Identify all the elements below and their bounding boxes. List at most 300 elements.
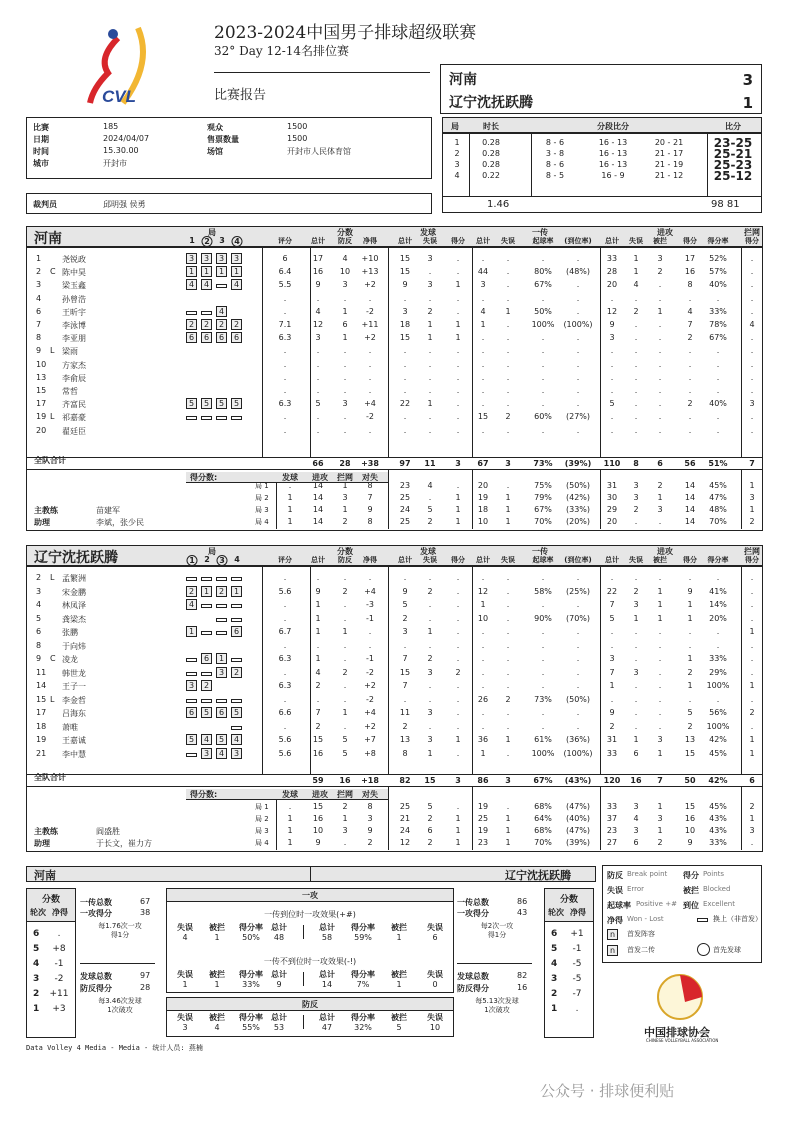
set-stat-cell: . — [428, 493, 432, 502]
substitute-marker — [216, 699, 227, 703]
set-stat-cell: 20 — [477, 481, 489, 490]
stat-cell: 80% — [534, 267, 552, 277]
info-value: 开封市人民体育馆 — [287, 147, 351, 156]
set-stat-cell: 18 — [477, 505, 489, 514]
stat-cell: . — [541, 254, 545, 263]
player-name: 于向炜 — [62, 641, 86, 651]
stat-cell: (36%) — [565, 735, 591, 744]
stat-cell: 15 — [399, 667, 411, 677]
col-label: 被拦 — [209, 1013, 225, 1022]
player-name: 梁玉鑫 — [62, 281, 86, 291]
stat-cell: 17 — [684, 254, 696, 263]
substitute-marker — [231, 699, 242, 703]
coach-name: 阎盛胜 — [96, 827, 120, 836]
col-label: 失误 — [177, 1013, 193, 1022]
set-row-label: 局 2 — [255, 815, 269, 823]
set-stat-cell: 10 — [684, 826, 696, 835]
stat-cell: . — [481, 333, 485, 343]
stat-cell: 4 — [342, 254, 348, 263]
set-stat-cell: 2 — [657, 481, 663, 490]
starting-position: 3 — [216, 667, 227, 678]
points-col: 拦网 — [337, 790, 353, 799]
breakpoint-note: 每5.13次发球 — [475, 997, 519, 1005]
rotation-col: 轮次 — [548, 908, 564, 917]
stat-cell: . — [716, 627, 720, 636]
set-cell: 16 - 13 — [598, 160, 628, 169]
stat-cell: . — [368, 359, 372, 369]
stat-cell: 6.3 — [278, 333, 292, 343]
player-number: 9 — [36, 654, 42, 663]
stat-cell: . — [634, 694, 638, 704]
stat-cell: 2 — [505, 412, 511, 422]
rotation-number: 3 — [551, 974, 558, 984]
substitute-marker — [201, 577, 212, 581]
set-stat-cell: 64% — [534, 814, 552, 823]
stat-cell: . — [541, 681, 545, 690]
set-cell: 16 - 13 — [598, 149, 628, 158]
starting-position: 1 — [186, 626, 197, 637]
set-stat-cell: 3 — [633, 493, 639, 502]
set-cell: 8 - 6 — [545, 138, 565, 147]
total-cell: +38 — [361, 459, 379, 468]
col-label: 被拦 — [391, 923, 407, 932]
assistant-names: 李斌，张少民 — [96, 518, 144, 527]
set-row-label: 局 1 — [255, 482, 269, 490]
stat-cell: . — [541, 627, 545, 636]
rotation-net: . — [575, 1004, 579, 1014]
legend-term: 到位 — [683, 901, 699, 910]
stat-cell: 4 — [480, 306, 486, 316]
set-stat-cell: (40%) — [565, 814, 591, 823]
set-points-cell: 3 — [342, 826, 348, 835]
stat-cell: . — [403, 359, 407, 369]
team-name: 辽宁沈抚跃腾 — [34, 550, 118, 566]
col-label: 得分率 — [351, 970, 375, 979]
stat-cell: . — [283, 694, 287, 704]
set-stat-cell: 23 — [477, 838, 489, 847]
text — [276, 799, 277, 850]
set-points-cell: 1 — [342, 481, 348, 490]
substitute-marker — [201, 699, 212, 703]
stat-cell: . — [481, 627, 485, 636]
setter-box: n — [607, 945, 618, 956]
set-points-cell: 1 — [342, 505, 348, 514]
substitute-marker — [216, 284, 227, 288]
set-stat-cell: . — [634, 517, 638, 526]
stat-cell: . — [658, 681, 662, 690]
starting-position: 5 — [186, 398, 197, 409]
stat-cell: 1 — [633, 735, 639, 744]
reception-total: 67 — [140, 897, 151, 906]
player-name: 王嘉诚 — [62, 736, 86, 745]
set-row-label: 局 1 — [255, 803, 269, 811]
set-stat-cell: 2 — [633, 505, 639, 514]
stat-cell: (50%) — [565, 694, 591, 704]
col-label: 总计 — [319, 923, 335, 932]
player-name: 李金哲 — [62, 695, 86, 705]
stat-cell: . — [576, 573, 580, 582]
stat-cell: . — [750, 280, 754, 290]
stat-cell: . — [688, 346, 692, 356]
player-name: 李泳博 — [62, 321, 86, 330]
set-stat-cell: . — [658, 517, 662, 526]
stat-cell: 7 — [402, 654, 408, 663]
stat-cell: . — [658, 346, 662, 356]
stat-cell: . — [403, 425, 407, 435]
points-col: 发球 — [282, 473, 298, 482]
column-header: 防反 — [338, 237, 352, 245]
stat-cell: . — [576, 627, 580, 636]
stat-cell: . — [634, 386, 638, 395]
sideout-note: 得1分 — [487, 931, 507, 939]
stat-cell: . — [506, 280, 510, 290]
set-stat-cell: 25 — [399, 493, 411, 502]
set-stat-cell: 1 — [455, 826, 461, 835]
stat-cell: +4 — [364, 708, 376, 717]
stat-cell: 4 — [749, 320, 755, 329]
starting-position: 4 — [186, 279, 197, 290]
sets-header-cell: 局 — [451, 122, 459, 131]
info-value: 185 — [103, 122, 119, 131]
stat-cell: . — [716, 372, 720, 382]
stat-cell: 6.7 — [278, 627, 292, 636]
text — [27, 786, 762, 787]
player-number: 9 — [36, 346, 42, 356]
legend-term: 起球率 — [607, 901, 631, 910]
set-row-label: 局 3 — [255, 506, 269, 514]
stat-cell: 1 — [687, 613, 693, 623]
stat-cell: . — [428, 681, 432, 690]
stat-cell: . — [750, 306, 754, 316]
set-stat-cell: 25 — [399, 517, 411, 526]
stat-value: 5 — [396, 1023, 402, 1032]
stat-cell: . — [368, 425, 372, 435]
set-points-cell: 14 — [312, 493, 324, 502]
player-name: 陈中昊 — [62, 268, 86, 278]
team-header — [27, 546, 762, 567]
stat-cell: -1 — [366, 613, 374, 623]
stat-cell: 1 — [749, 627, 755, 636]
stat-cell: . — [688, 412, 692, 422]
rotation-col: 净得 — [52, 908, 68, 917]
stat-cell: -2 — [366, 306, 374, 316]
stat-cell: . — [368, 573, 372, 582]
stat-cell: -2 — [366, 412, 374, 422]
stat-value: 4 — [214, 1023, 220, 1032]
stat-cell: 12 — [312, 320, 324, 329]
stat-cell: . — [658, 333, 662, 343]
stat-cell: . — [541, 293, 545, 303]
rotation-net: +8 — [52, 944, 66, 954]
player-number: 15 — [36, 694, 47, 704]
set-number: 1 — [187, 555, 198, 566]
stat-cell: +13 — [361, 267, 379, 277]
stat-cell: 100% — [531, 748, 555, 758]
stat-cell: . — [428, 613, 432, 623]
rotation-col: 净得 — [570, 908, 586, 917]
starting-position: 2 — [201, 319, 212, 330]
column-header: (到位率) — [564, 556, 592, 564]
set-points-cell: 3 — [342, 493, 348, 502]
team-total-label: 全队合计 — [34, 456, 66, 465]
stat-cell: 3 — [480, 280, 486, 290]
starting-position: 6 — [216, 332, 227, 343]
player-number: 1 — [36, 254, 42, 263]
starting-position: 4 — [201, 734, 212, 745]
stat-cell: 1 — [427, 399, 433, 409]
set-stat-cell: 70% — [534, 838, 552, 847]
stat-cell: . — [403, 412, 407, 422]
stat-cell: 17 — [312, 254, 324, 263]
col-label: 失误 — [177, 923, 193, 932]
stat-cell: 2 — [505, 694, 511, 704]
set-stat-cell: 25 — [477, 814, 489, 823]
stat-cell: . — [658, 412, 662, 422]
player-number: 5 — [36, 613, 42, 623]
stat-cell: . — [658, 425, 662, 435]
stat-cell: . — [456, 254, 460, 263]
stat-cell: 15 — [399, 267, 411, 277]
set-row-label: 局 3 — [255, 827, 269, 835]
rotation-title: 分数 — [559, 895, 579, 905]
set-stat-cell: 3 — [633, 826, 639, 835]
stat-value: 50% — [242, 933, 260, 942]
stat-cell: 3 — [342, 280, 348, 290]
rotation-number: 1 — [33, 1004, 40, 1014]
substitute-marker — [201, 604, 212, 608]
stat-cell: 100% — [706, 721, 730, 731]
team-box — [26, 545, 763, 852]
substitute-marker — [216, 618, 227, 622]
stat-cell: . — [541, 372, 545, 382]
player-number: 19 — [36, 735, 47, 744]
stat-cell: (70%) — [565, 613, 591, 623]
stat-cell: 28 — [606, 267, 618, 277]
stat-cell: 45% — [709, 748, 727, 758]
stat-cell: 9 — [402, 280, 408, 290]
stat-cell: . — [610, 412, 614, 422]
stat-cell: . — [283, 359, 287, 369]
stat-cell: 7 — [315, 708, 321, 717]
set-cell: 20 - 21 — [654, 138, 684, 147]
stat-cell: . — [481, 372, 485, 382]
stat-cell: . — [428, 573, 432, 582]
set-stat-cell: (42%) — [565, 493, 591, 502]
player-role: C — [50, 654, 56, 663]
substitute-marker — [231, 618, 242, 622]
stat-cell: 33% — [709, 654, 727, 663]
set-cell: 0.22 — [482, 171, 500, 180]
stat-cell: . — [541, 386, 545, 395]
player-name: 常哲 — [62, 387, 78, 396]
col-label: 失误 — [427, 970, 443, 979]
stat-cell: . — [456, 627, 460, 636]
stat-value: 0 — [432, 980, 438, 989]
stat-cell: 4 — [315, 667, 321, 677]
set-stat-cell: . — [750, 838, 754, 847]
stat-cell: 40% — [709, 280, 727, 290]
player-number: 18 — [36, 721, 47, 731]
stat-cell: . — [688, 627, 692, 636]
stat-cell: . — [368, 627, 372, 636]
stat-cell: . — [576, 280, 580, 290]
coach-name: 苗建军 — [96, 506, 120, 515]
total-cell: 7 — [749, 459, 755, 468]
set-stat-cell: 67% — [534, 505, 552, 514]
stat-cell: 20 — [606, 280, 618, 290]
result-box — [440, 64, 762, 114]
starting-position: 1 — [216, 266, 227, 277]
stat-cell: 73% — [534, 694, 552, 704]
stat-cell: . — [541, 640, 545, 650]
set-stat-cell: 21 — [399, 814, 411, 823]
starting-position: 3 — [186, 680, 197, 691]
substitute-marker — [186, 753, 197, 757]
text — [443, 196, 761, 197]
stat-cell: . — [403, 372, 407, 382]
stat-value: 58 — [321, 933, 333, 942]
stat-cell: . — [456, 425, 460, 435]
stat-cell: 90% — [534, 613, 552, 623]
stat-cell: . — [576, 681, 580, 690]
stat-cell: . — [283, 640, 287, 650]
stat-cell: 60% — [534, 412, 552, 422]
column-header: 失误 — [501, 556, 515, 564]
info-label: 场馆 — [207, 147, 223, 156]
stat-cell: . — [428, 386, 432, 395]
stat-cell: 3 — [633, 667, 639, 677]
stat-cell: 3 — [402, 306, 408, 316]
legend-desc: Excellent — [703, 900, 735, 908]
stat-cell: . — [716, 359, 720, 369]
starting-position: 2 — [216, 319, 227, 330]
association-name: 中国排球协会 — [644, 1026, 710, 1039]
sideout-panel — [166, 888, 454, 993]
stat-cell: 15 — [477, 412, 489, 422]
stat-cell: . — [506, 613, 510, 623]
stat-cell: 5 — [687, 708, 693, 717]
stat-cell: 8 — [402, 748, 408, 758]
set-points-cell: 9 — [367, 505, 373, 514]
stat-cell: 1 — [315, 600, 321, 609]
set-stat-cell: 23 — [399, 481, 411, 490]
set-stat-cell: 19 — [477, 826, 489, 835]
text — [600, 469, 601, 529]
player-name: 张鹏 — [62, 628, 78, 637]
rotation-net: +1 — [570, 929, 584, 939]
stat-value: 1 — [396, 933, 402, 942]
player-name: 尧锐政 — [62, 255, 86, 264]
total-cell: 8 — [633, 459, 639, 468]
reception-total: 86 — [517, 897, 528, 906]
col-label: 总计 — [271, 970, 287, 979]
stat-cell: . — [343, 613, 347, 623]
set-number: 2 — [204, 555, 210, 564]
info-value: 1500 — [287, 122, 308, 131]
player-number: 3 — [36, 586, 42, 596]
stat-cell: . — [541, 600, 545, 609]
stat-cell: . — [716, 346, 720, 356]
set-stat-cell: 29 — [606, 505, 618, 514]
starting-position: 1 — [201, 266, 212, 277]
breakpoint-note: 每3.46次发球 — [98, 997, 142, 1005]
stat-cell: 31 — [606, 735, 618, 744]
stat-cell: . — [658, 399, 662, 409]
stat-cell: . — [428, 372, 432, 382]
stat-cell: . — [750, 254, 754, 263]
column-group: 一传 — [532, 228, 548, 237]
starting-position: 6 — [231, 626, 242, 637]
breakpoint-note: 1次破攻 — [107, 1006, 133, 1014]
column-header: 被拦 — [653, 237, 667, 245]
breakpoint-label: 防反得分 — [457, 984, 489, 993]
set-points-cell: 16 — [312, 814, 324, 823]
stat-cell: . — [506, 627, 510, 636]
stat-cell: . — [658, 372, 662, 382]
rotation-number: 3 — [33, 974, 40, 984]
stat-cell: . — [456, 359, 460, 369]
team-box — [26, 226, 763, 531]
player-number: 6 — [36, 627, 42, 636]
stat-cell: 1 — [505, 306, 511, 316]
stat-cell: . — [541, 399, 545, 409]
total-cell: 16 — [630, 776, 642, 785]
starting-position: 5 — [216, 734, 227, 745]
stat-cell: 1 — [749, 681, 755, 690]
sideout-subtitle: 一传到位时一攻效果(+#) — [264, 910, 356, 919]
stat-cell: . — [481, 654, 485, 663]
stat-cell: 78% — [709, 320, 727, 329]
stat-cell: . — [456, 694, 460, 704]
stat-value: 59% — [354, 933, 372, 942]
stat-cell: . — [506, 748, 510, 758]
stat-cell: 1 — [342, 708, 348, 717]
set-cell: 8 - 6 — [545, 160, 565, 169]
stat-cell: 2 — [687, 721, 693, 731]
stat-cell: 2 — [687, 333, 693, 343]
stat-cell: 2 — [427, 654, 433, 663]
stat-cell: 1 — [609, 681, 615, 690]
player-number: 8 — [36, 640, 42, 650]
stat-cell: 1 — [315, 627, 321, 636]
set-stat-cell: 3 — [633, 481, 639, 490]
stat-cell: . — [343, 694, 347, 704]
stat-cell: . — [283, 306, 287, 316]
stat-cell: 22 — [399, 399, 411, 409]
text — [741, 567, 742, 774]
rotation-net: -7 — [572, 989, 582, 999]
svg-text:CVL: CVL — [102, 87, 136, 106]
stat-cell: 3 — [657, 254, 663, 263]
watermark: 公众号 · 排球便利贴 — [540, 1082, 675, 1100]
stat-cell: 5.6 — [278, 586, 292, 596]
set-stat-cell: 14 — [684, 517, 696, 526]
total-cell: 15 — [424, 776, 436, 785]
stat-cell: . — [541, 667, 545, 677]
stat-cell: 6.3 — [278, 399, 292, 409]
stat-cell: +7 — [364, 735, 376, 744]
stat-cell: . — [634, 359, 638, 369]
stat-cell: 57% — [709, 267, 727, 277]
stat-cell: 5 — [342, 735, 348, 744]
rotation-number: 2 — [33, 989, 40, 999]
points-label: 得分数: — [190, 473, 218, 482]
stat-cell: 5.6 — [278, 735, 292, 744]
stat-cell: +4 — [364, 399, 376, 409]
stat-cell: . — [634, 627, 638, 636]
stat-cell: (25%) — [565, 586, 591, 596]
stat-value: 3 — [182, 1023, 188, 1032]
